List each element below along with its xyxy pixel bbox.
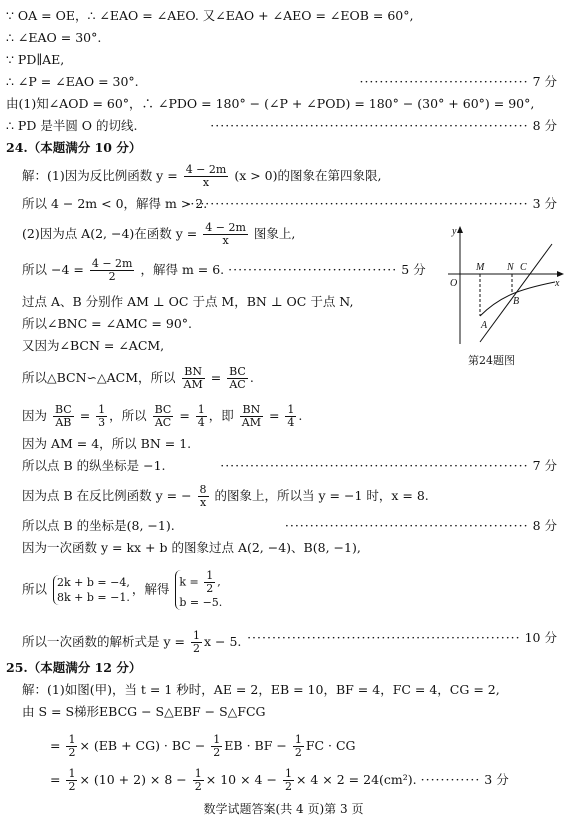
- q24-12: 因为点 B 在反比例函数 y = − $\frac{8}{x}$ 的图象上，所以当 y = −1 时，x = 8.: [22, 483, 429, 509]
- label-o: O: [450, 278, 458, 289]
- q24-9: 因为 $\frac{BC}{AB}$ = $\frac{1}{3}$ ，所以 $\frac{BC}{AC}$ = $\frac{1}{4}$ ，即 $\frac{BN}{AM}$ = $\frac{1}{4}$ .: [22, 403, 303, 429]
- score-8-a: ································································ 8 分: [210, 118, 557, 133]
- label-c: C: [520, 262, 527, 273]
- q24-13: 所以点 B 的坐标是(8, −1).: [22, 518, 175, 533]
- q24-16: 所以一次函数的解析式是 y = $\frac{1}{2}$ x − 5.: [22, 629, 242, 655]
- label-y: y: [452, 226, 457, 237]
- score-7-b: ······························································ 7 分: [220, 458, 557, 473]
- score-3-a: ····································································· 3 分: [185, 196, 557, 211]
- label-n: N: [507, 262, 514, 273]
- line-5: 由(1)知∠AOD = 60°，∴ ∠PDO = 180° − (∠P + ∠POD) = 180° − (30° + 60°) = 90°,: [6, 96, 535, 111]
- line-6: ∴ PD 是半圆 O 的切线.: [6, 118, 138, 133]
- q24-4: 所以 −4 = $\frac{4 - 2m}{2}$ ，解得 m = 6. ·································· 5 分: [22, 257, 426, 283]
- score-10: ······················································· 10 分: [247, 630, 557, 645]
- q24-5: 过点 A、B 分别作 AM ⊥ OC 于点 M，BN ⊥ OC 于点 N,: [22, 294, 354, 309]
- q24-3: (2)因为点 A(2, −4)在函数 y = $\frac{4 - 2m}{x}$ 图象上,: [22, 221, 296, 247]
- q24-14: 因为一次函数 y = kx + b 的图象过点 A(2, −4)、B(8, −1),: [22, 540, 361, 555]
- line-2: ∴ ∠EAO = 30°.: [6, 30, 102, 45]
- y-arrow: [457, 226, 463, 233]
- q24-11: 所以点 B 的纵坐标是 −1.: [22, 458, 166, 473]
- label-a: A: [481, 320, 488, 331]
- label-b: B: [513, 296, 520, 307]
- q24-6: 所以∠BNC = ∠AMC = 90°.: [22, 316, 192, 331]
- score-7-a: ·································· 7 分: [359, 74, 557, 89]
- x-arrow: [557, 271, 564, 277]
- q25-4: = $\frac{1}{2}$ × (10 + 2) × 8 − $\frac{1}{2}$ × 10 × 4 − $\frac{1}{2}$ × 4 × 2 = 24(cm²). ············ 3 分: [50, 767, 509, 793]
- q25-1: 解：(1)如图(甲)，当 t = 1 秒时，AE = 2，EB = 10，BF = 4，FC = 4，CG = 2,: [22, 682, 500, 697]
- q24-15: 所以 2k + b = −4, 8k + b = −1.，解得 k = $\frac{1}{2}$ , b = −5.: [22, 569, 223, 609]
- line-1: ∵ OA = OE，∴ ∠EAO = ∠AEO. 又∠EAO + ∠AEO = ∠EOB = 60°,: [6, 8, 414, 23]
- q24-heading: 24.（本题满分 10 分）: [6, 140, 142, 155]
- figure-caption: 第24题图: [468, 354, 515, 367]
- label-m: M: [476, 262, 485, 273]
- line-3: ∵ PD∥AE,: [6, 52, 65, 67]
- q24-1: 解：(1)因为反比例函数 y = $\frac{4 - 2m}{x}$ (x > 0)的图象在第四象限,: [22, 163, 382, 189]
- q24-2: 所以 4 − 2m < 0，解得 m > 2.: [22, 196, 208, 211]
- line-4: ∴ ∠P = ∠EAO = 30°.: [6, 74, 139, 89]
- page-footer: 数学试题答案(共 4 页)第 3 页: [203, 802, 364, 816]
- q25-heading: 25.（本题满分 12 分）: [6, 660, 142, 675]
- q24-10: 因为 AM = 4，所以 BN = 1.: [22, 436, 192, 451]
- q24-8: 所以△BCN∽△ACM，所以 $\frac{BN}{AM}$ = $\frac{BC}{AC}$ .: [22, 365, 254, 391]
- linear-function-line: [480, 244, 552, 342]
- q25-3: = $\frac{1}{2}$ × (EB + CG) · BC − $\frac{1}{2}$ EB · BF − $\frac{1}{2}$ FC · CG: [50, 733, 356, 759]
- score-8-b: ················································· 8 分: [284, 518, 557, 533]
- q24-7: 又因为∠BCN = ∠ACM,: [22, 338, 165, 353]
- label-x: x: [555, 278, 560, 289]
- q25-2: 由 S = S梯形EBCG − S△EBF − S△FCG: [22, 704, 266, 719]
